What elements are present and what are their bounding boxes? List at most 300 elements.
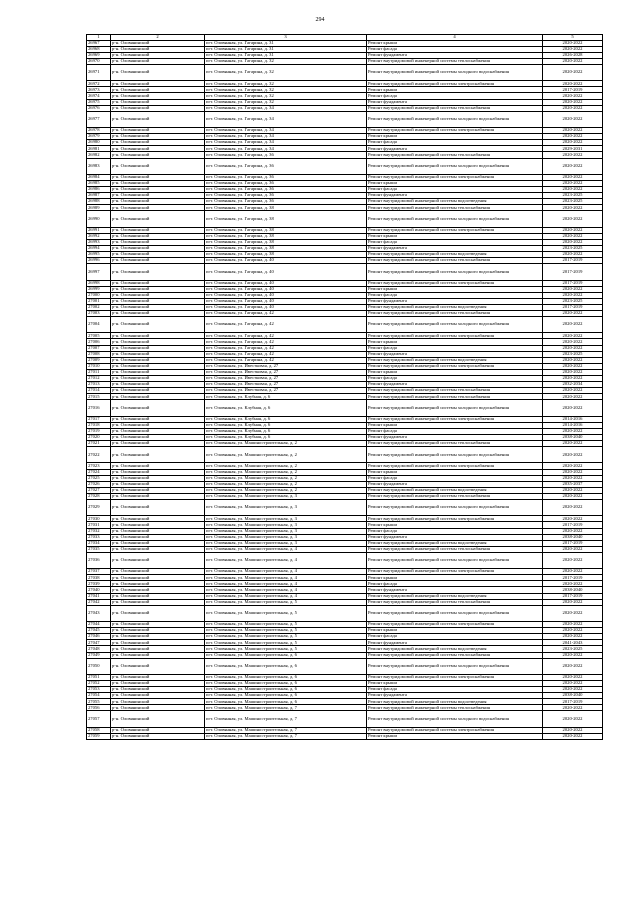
district-cell: р-н. Оловянинский	[111, 99, 205, 105]
period-cell: 2020-2022	[543, 493, 603, 499]
period-cell: 2020-2022	[543, 134, 603, 140]
address-cell: пгт. Оловянная, ул. Гагарина, д. 31	[205, 46, 367, 52]
work-type-cell: Ремонт внутридомовой инженерной системы электроснабжения	[367, 174, 543, 180]
row-number-cell: 27025	[87, 475, 111, 481]
district-cell: р-н. Оловянинский	[111, 422, 205, 428]
period-cell: 2017-2019	[543, 304, 603, 310]
work-type-cell: Ремонт внутридомовой инженерной системы электроснабжения	[367, 363, 543, 369]
row-number-cell: 27058	[87, 727, 111, 733]
address-cell: пгт. Оловянная, ул. Машиностроительная, д. 4	[205, 552, 367, 568]
row-number-cell: 27009	[87, 357, 111, 363]
work-type-cell: Ремонт фасада	[367, 475, 543, 481]
work-type-cell: Ремонт внутридомовой инженерной системы теплоснабжения	[367, 152, 543, 158]
district-cell: р-н. Оловянинский	[111, 428, 205, 434]
work-type-cell: Ремонт фундамента	[367, 434, 543, 440]
district-cell: р-н. Оловянинский	[111, 581, 205, 587]
district-cell: р-н. Оловянинский	[111, 40, 205, 46]
address-cell: пгт. Оловянная, ул. Машиностроительная, д. 6	[205, 681, 367, 687]
row-number-cell: 27006	[87, 339, 111, 345]
row-number-cell: 27012	[87, 376, 111, 382]
work-type-cell: Ремонт крыши	[367, 134, 543, 140]
work-type-cell: Ремонт внутридомовой инженерной системы электроснабжения	[367, 569, 543, 575]
work-type-cell: Ремонт внутридомовой инженерной системы электроснабжения	[367, 727, 543, 733]
period-cell: 2020-2022	[543, 605, 603, 621]
work-type-cell: Ремонт внутридомовой инженерной системы водоотведения	[367, 252, 543, 258]
work-type-cell: Ремонт фундамента	[367, 382, 543, 388]
period-cell: 2020-2022	[543, 140, 603, 146]
row-number-cell: 27036	[87, 552, 111, 568]
work-type-cell: Ремонт фасада	[367, 46, 543, 52]
row-number-cell: 26996	[87, 258, 111, 264]
work-type-cell: Ремонт внутридомовой инженерной системы теплоснабжения	[367, 493, 543, 499]
row-number-cell: 26976	[87, 105, 111, 111]
period-cell: 2026-2028	[543, 52, 603, 58]
work-type-cell: Ремонт внутридомовой инженерной системы водоотведения	[367, 540, 543, 546]
district-cell: р-н. Оловянинский	[111, 280, 205, 286]
district-cell: р-н. Оловянинский	[111, 640, 205, 646]
period-cell: 2020-2022	[543, 487, 603, 493]
work-type-cell: Ремонт фундамента	[367, 534, 543, 540]
address-cell: пгт. Оловянная, ул. Машиностроительная, д. 2	[205, 487, 367, 493]
address-cell: пгт. Оловянная, ул. Гагарина, д. 34	[205, 146, 367, 152]
table-row	[87, 64, 603, 80]
work-type-cell: Ремонт внутридомовой инженерной системы электроснабжения	[367, 128, 543, 134]
district-cell: р-н. Оловянинский	[111, 481, 205, 487]
district-cell: р-н. Оловянинский	[111, 211, 205, 227]
row-number-cell: 26980	[87, 140, 111, 146]
work-type-cell: Ремонт внутридомовой инженерной системы холодного водоснабжения	[367, 658, 543, 674]
work-type-cell: Ремонт фундамента	[367, 693, 543, 699]
address-cell: пгт. Оловянная, ул. Машиностроительная, д. 2	[205, 441, 367, 447]
district-cell: р-н. Оловянинский	[111, 552, 205, 568]
period-cell: 2020-2022	[543, 628, 603, 634]
period-cell: 2020-2022	[543, 211, 603, 227]
work-type-cell: Ремонт внутридомовой инженерной системы водоотведения	[367, 699, 543, 705]
address-cell: пгт. Оловянная, ул. Машиностроительная, д. 2	[205, 463, 367, 469]
district-cell: р-н. Оловянинский	[111, 193, 205, 199]
work-type-cell: Ремонт крыши	[367, 575, 543, 581]
period-cell: 2017-2019	[543, 522, 603, 528]
row-number-cell: 26993	[87, 239, 111, 245]
period-cell: 2020-2022	[543, 40, 603, 46]
district-cell: р-н. Оловянинский	[111, 58, 205, 64]
district-cell: р-н. Оловянинский	[111, 622, 205, 628]
period-cell: 2020-2022	[543, 400, 603, 416]
district-cell: р-н. Оловянинский	[111, 205, 205, 211]
row-number-cell: 27016	[87, 400, 111, 416]
address-cell: пгт. Оловянная, ул. Гагарина, д. 36	[205, 180, 367, 186]
work-type-cell: Ремонт внутридомовой инженерной системы электроснабжения	[367, 622, 543, 628]
row-number-cell: 26999	[87, 286, 111, 292]
table-row	[87, 733, 603, 739]
work-type-cell: Ремонт фасада	[367, 186, 543, 192]
address-cell: пгт. Оловянная, ул. Машиностроительная, д. 3	[205, 540, 367, 546]
period-cell: 2023-2025	[543, 245, 603, 251]
district-cell: р-н. Оловянинский	[111, 463, 205, 469]
period-cell: 2020-2022	[543, 180, 603, 186]
address-cell: пгт. Оловянная, ул. Машиностроительная, д. 4	[205, 587, 367, 593]
address-cell: пгт. Оловянная, ул. Гагарина, д. 32	[205, 93, 367, 99]
row-number-cell: 27042	[87, 599, 111, 605]
address-cell: пгт. Оловянная, ул. Машиностроительная, д. 2	[205, 475, 367, 481]
row-number-cell: 26981	[87, 146, 111, 152]
row-number-cell: 27041	[87, 593, 111, 599]
work-type-cell: Ремонт крыши	[367, 40, 543, 46]
row-number-cell: 27044	[87, 622, 111, 628]
table-row	[87, 447, 603, 463]
row-number-cell: 27011	[87, 369, 111, 375]
address-cell: пгт. Оловянная, ул. Гагарина, д. 42	[205, 310, 367, 316]
table-row	[87, 158, 603, 174]
period-cell: 2020-2022	[543, 475, 603, 481]
work-type-cell: Ремонт внутридомовой инженерной системы холодного водоснабжения	[367, 111, 543, 127]
table-row	[87, 658, 603, 674]
period-cell: 2020-2022	[543, 93, 603, 99]
row-number-cell: 27028	[87, 493, 111, 499]
district-cell: р-н. Оловянинский	[111, 493, 205, 499]
row-number-cell: 27003	[87, 310, 111, 316]
row-number-cell: 27032	[87, 528, 111, 534]
period-cell: 2038-2040	[543, 534, 603, 540]
period-cell: 2020-2022	[543, 528, 603, 534]
district-cell: р-н. Оловянинский	[111, 681, 205, 687]
row-number-cell: 27038	[87, 575, 111, 581]
district-cell: р-н. Оловянинский	[111, 605, 205, 621]
district-cell: р-н. Оловянинский	[111, 575, 205, 581]
column-number-header: 2	[111, 35, 205, 41]
period-cell: 2023-2025	[543, 646, 603, 652]
address-cell: пгт. Оловянная, ул. Гагарина, д. 42	[205, 333, 367, 339]
district-cell: р-н. Оловянинский	[111, 105, 205, 111]
address-cell: пгт. Оловянная, ул. Машиностроительная, д. 5	[205, 646, 367, 652]
period-cell: 2014-2016	[543, 422, 603, 428]
period-cell: 2020-2022	[543, 345, 603, 351]
period-cell: 2020-2022	[543, 516, 603, 522]
address-cell: пгт. Оловянная, ул. Гагарина, д. 38	[205, 227, 367, 233]
work-type-cell: Ремонт внутридомовой инженерной системы электроснабжения	[367, 81, 543, 87]
period-cell: 2020-2022	[543, 186, 603, 192]
work-type-cell: Ремонт внутридомовой инженерной системы теплоснабжения	[367, 205, 543, 211]
period-cell: 2020-2022	[543, 727, 603, 733]
work-type-cell: Ремонт крыши	[367, 233, 543, 239]
row-number-cell: 26984	[87, 174, 111, 180]
period-cell: 2029-2031	[543, 146, 603, 152]
period-cell: 2020-2022	[543, 363, 603, 369]
district-cell: р-н. Оловянинский	[111, 245, 205, 251]
address-cell: пгт. Оловянная, ул. Гагарина, д. 40	[205, 258, 367, 264]
district-cell: р-н. Оловянинский	[111, 628, 205, 634]
work-type-cell: Ремонт внутридомовой инженерной системы теплоснабжения	[367, 388, 543, 394]
row-number-cell: 26971	[87, 64, 111, 80]
address-cell: пгт. Оловянная, ул. Гагарина, д. 34	[205, 128, 367, 134]
row-number-cell: 27020	[87, 434, 111, 440]
district-cell: р-н. Оловянинский	[111, 186, 205, 192]
period-cell: 2017-2019	[543, 264, 603, 280]
column-number-header: 3	[205, 35, 367, 41]
work-type-cell: Ремонт внутридомовой инженерной системы электроснабжения	[367, 227, 543, 233]
row-number-cell: 27049	[87, 652, 111, 658]
period-cell: 2020-2022	[543, 152, 603, 158]
period-cell: 2020-2022	[543, 500, 603, 516]
district-cell: р-н. Оловянинский	[111, 528, 205, 534]
address-cell: пгт. Оловянная, ул. Гагарина, д. 42	[205, 317, 367, 333]
district-cell: р-н. Оловянинский	[111, 693, 205, 699]
period-cell: 2020-2022	[543, 58, 603, 64]
work-type-cell: Ремонт внутридомовой инженерной системы водоотведения	[367, 646, 543, 652]
row-number-cell: 27019	[87, 428, 111, 434]
work-type-cell: Ремонт внутридомовой инженерной системы водоотведения	[367, 593, 543, 599]
work-type-cell: Ремонт фасада	[367, 292, 543, 298]
work-type-cell: Ремонт внутридомовой инженерной системы теплоснабжения	[367, 310, 543, 316]
row-number-cell: 26970	[87, 58, 111, 64]
address-cell: пгт. Оловянная, ул. Клубная, д. 6	[205, 416, 367, 422]
work-type-cell: Ремонт фундамента	[367, 146, 543, 152]
period-cell: 2020-2022	[543, 546, 603, 552]
work-type-cell: Ремонт фасада	[367, 140, 543, 146]
district-cell: р-н. Оловянинский	[111, 516, 205, 522]
period-cell: 2020-2022	[543, 111, 603, 127]
row-number-cell: 26967	[87, 40, 111, 46]
row-number-cell: 27001	[87, 298, 111, 304]
period-cell: 2020-2022	[543, 286, 603, 292]
district-cell: р-н. Оловянинский	[111, 400, 205, 416]
district-cell: р-н. Оловянинский	[111, 699, 205, 705]
period-cell: 2017-2019	[543, 258, 603, 264]
row-number-cell: 26997	[87, 264, 111, 280]
work-type-cell: Ремонт внутридомовой инженерной системы теплоснабжения	[367, 258, 543, 264]
row-number-cell: 27039	[87, 581, 111, 587]
row-number-cell: 27029	[87, 500, 111, 516]
work-type-cell: Ремонт внутридомовой инженерной системы водоотведения	[367, 304, 543, 310]
address-cell: пгт. Оловянная, ул. Машиностроительная, д. 7	[205, 733, 367, 739]
district-cell: р-н. Оловянинский	[111, 345, 205, 351]
district-cell: р-н. Оловянинский	[111, 152, 205, 158]
address-cell: пгт. Оловянная, ул. Гагарина, д. 38	[205, 245, 367, 251]
district-cell: р-н. Оловянинский	[111, 522, 205, 528]
address-cell: пгт. Оловянная, ул. Гагарина, д. 38	[205, 211, 367, 227]
work-type-cell: Ремонт внутридомовой инженерной системы водоотведения	[367, 199, 543, 205]
district-cell: р-н. Оловянинский	[111, 140, 205, 146]
district-cell: р-н. Оловянинский	[111, 357, 205, 363]
work-type-cell: Ремонт крыши	[367, 733, 543, 739]
address-cell: пгт. Оловянная, ул. Машиностроительная, д. 5	[205, 634, 367, 640]
address-cell: пгт. Оловянная, ул. Машиностроительная, д. 7	[205, 705, 367, 711]
work-type-cell: Ремонт внутридомовой инженерной системы холодного водоснабжения	[367, 711, 543, 727]
period-cell: 2020-2022	[543, 369, 603, 375]
address-cell: пгт. Оловянная, ул. Гагарина, д. 40	[205, 280, 367, 286]
work-type-cell: Ремонт внутридомовой инженерной системы электроснабжения	[367, 333, 543, 339]
district-cell: р-н. Оловянинский	[111, 652, 205, 658]
address-cell: пгт. Оловянная, ул. Гагарина, д. 38	[205, 233, 367, 239]
address-cell: пгт. Оловянная, ул. Гагарина, д. 40	[205, 292, 367, 298]
row-number-cell: 27017	[87, 416, 111, 422]
address-cell: пгт. Оловянная, ул. Клубная, д. 6	[205, 400, 367, 416]
address-cell: пгт. Оловянная, ул. Машиностроительная, д. 2	[205, 447, 367, 463]
work-type-cell: Ремонт фасада	[367, 345, 543, 351]
address-cell: пгт. Оловянная, ул. Клубная, д. 6	[205, 394, 367, 400]
work-type-cell: Ремонт фундамента	[367, 193, 543, 199]
district-cell: р-н. Оловянинский	[111, 339, 205, 345]
work-type-cell: Ремонт фундамента	[367, 52, 543, 58]
district-cell: р-н. Оловянинский	[111, 52, 205, 58]
row-number-cell: 27051	[87, 674, 111, 680]
district-cell: р-н. Оловянинский	[111, 252, 205, 258]
period-cell: 2020-2022	[543, 357, 603, 363]
row-number-cell: 27037	[87, 569, 111, 575]
address-cell: пгт. Оловянная, ул. Гагарина, д. 32	[205, 64, 367, 80]
row-number-cell: 27053	[87, 687, 111, 693]
district-cell: р-н. Оловянинский	[111, 111, 205, 127]
district-cell: р-н. Оловянинский	[111, 540, 205, 546]
column-number-header: 4	[367, 35, 543, 41]
period-cell: 2020-2022	[543, 99, 603, 105]
work-type-cell: Ремонт фундамента	[367, 245, 543, 251]
address-cell: пгт. Оловянная, ул. Машиностроительная, д. 6	[205, 687, 367, 693]
row-number-cell: 27056	[87, 705, 111, 711]
period-cell: 2020-2022	[543, 158, 603, 174]
district-cell: р-н. Оловянинский	[111, 500, 205, 516]
table-row	[87, 264, 603, 280]
address-cell: пгт. Оловянная, ул. Машиностроительная, д. 4	[205, 569, 367, 575]
work-type-cell: Ремонт крыши	[367, 87, 543, 93]
district-cell: р-н. Оловянинский	[111, 317, 205, 333]
district-cell: р-н. Оловянинский	[111, 87, 205, 93]
period-cell: 2020-2022	[543, 174, 603, 180]
period-cell: 2020-2022	[543, 128, 603, 134]
work-type-cell: Ремонт фасада	[367, 428, 543, 434]
row-number-cell: 27034	[87, 540, 111, 546]
address-cell: пгт. Оловянная, ул. Гагарина, д. 42	[205, 357, 367, 363]
district-cell: р-н. Оловянинский	[111, 634, 205, 640]
district-cell: р-н. Оловянинский	[111, 128, 205, 134]
period-cell: 2020-2022	[543, 239, 603, 245]
work-type-cell: Ремонт фасада	[367, 634, 543, 640]
period-cell: 2020-2022	[543, 469, 603, 475]
row-number-cell: 26987	[87, 193, 111, 199]
address-cell: пгт. Оловянная, ул. Гагарина, д. 40	[205, 286, 367, 292]
address-cell: пгт. Оловянная, ул. Машиностроительная, д. 2	[205, 469, 367, 475]
period-cell: 2020-2022	[543, 333, 603, 339]
address-cell: пгт. Оловянная, ул. Машиностроительная, д. 2	[205, 481, 367, 487]
row-number-cell: 27005	[87, 333, 111, 339]
address-cell: пгт. Оловянная, ул. Гагарина, д. 36	[205, 193, 367, 199]
address-cell: пгт. Оловянная, ул. Ивестковая, д. 27	[205, 376, 367, 382]
row-number-cell: 26975	[87, 99, 111, 105]
address-cell: пгт. Оловянная, ул. Клубная, д. 6	[205, 422, 367, 428]
period-cell: 2020-2022	[543, 447, 603, 463]
page-number: 294	[315, 17, 325, 23]
row-number-cell: 26995	[87, 252, 111, 258]
row-number-cell: 27031	[87, 522, 111, 528]
row-number-cell: 26973	[87, 87, 111, 93]
address-cell: пгт. Оловянная, ул. Машиностроительная, д. 6	[205, 693, 367, 699]
work-type-cell: Ремонт крыши	[367, 180, 543, 186]
row-number-cell: 26994	[87, 245, 111, 251]
row-number-cell: 27050	[87, 658, 111, 674]
period-cell: 2020-2022	[543, 64, 603, 80]
address-cell: пгт. Оловянная, ул. Клубная, д. 6	[205, 428, 367, 434]
row-number-cell: 27008	[87, 351, 111, 357]
row-number-cell: 27015	[87, 394, 111, 400]
period-cell: 2038-2040	[543, 587, 603, 593]
table-row	[87, 211, 603, 227]
period-cell: 2017-2019	[543, 87, 603, 93]
period-cell: 2035-2037	[543, 481, 603, 487]
district-cell: р-н. Оловянинский	[111, 469, 205, 475]
address-cell: пгт. Оловянная, ул. Гагарина, д. 38	[205, 252, 367, 258]
work-type-cell: Ремонт внутридомовой инженерной системы теплоснабжения	[367, 599, 543, 605]
row-number-cell: 26979	[87, 134, 111, 140]
address-cell: пгт. Оловянная, ул. Машиностроительная, д. 3	[205, 516, 367, 522]
row-number-cell: 26977	[87, 111, 111, 127]
address-cell: пгт. Оловянная, ул. Машиностроительная, д. 6	[205, 658, 367, 674]
period-cell: 2020-2022	[543, 622, 603, 628]
period-cell: 2020-2022	[543, 105, 603, 111]
row-number-cell: 27022	[87, 447, 111, 463]
address-cell: пгт. Оловянная, ул. Клубная, д. 6	[205, 434, 367, 440]
work-type-cell: Ремонт внутридомовой инженерной системы теплоснабжения	[367, 705, 543, 711]
district-cell: р-н. Оловянинский	[111, 587, 205, 593]
district-cell: р-н. Оловянинский	[111, 711, 205, 727]
period-cell: 2041-2043	[543, 640, 603, 646]
address-cell: пгт. Оловянная, ул. Машиностроительная, д. 5	[205, 640, 367, 646]
work-type-cell: Ремонт фундамента	[367, 351, 543, 357]
address-cell: пгт. Оловянная, ул. Машиностроительная, д. 3	[205, 522, 367, 528]
district-cell: р-н. Оловянинский	[111, 475, 205, 481]
district-cell: р-н. Оловянинский	[111, 292, 205, 298]
period-cell: 2020-2022	[543, 376, 603, 382]
district-cell: р-н. Оловянинский	[111, 546, 205, 552]
address-cell: пгт. Оловянная, ул. Гагарина, д. 40	[205, 298, 367, 304]
table-row	[87, 552, 603, 568]
address-cell: пгт. Оловянная, ул. Ивестковая, д. 27	[205, 363, 367, 369]
period-cell: 2020-2022	[543, 681, 603, 687]
period-cell: 2020-2022	[543, 310, 603, 316]
period-cell: 2023-2025	[543, 298, 603, 304]
work-type-cell: Ремонт внутридомовой инженерной системы теплоснабжения	[367, 652, 543, 658]
work-type-cell: Ремонт крыши	[367, 522, 543, 528]
address-cell: пгт. Оловянная, ул. Машиностроительная, д. 4	[205, 546, 367, 552]
work-type-cell: Ремонт внутридомовой инженерной системы теплоснабжения	[367, 105, 543, 111]
work-type-cell: Ремонт крыши	[367, 681, 543, 687]
row-number-cell: 27040	[87, 587, 111, 593]
district-cell: р-н. Оловянинский	[111, 727, 205, 733]
work-type-cell: Ремонт внутридомовой инженерной системы электроснабжения	[367, 516, 543, 522]
row-number-cell: 27047	[87, 640, 111, 646]
work-type-cell: Ремонт фасада	[367, 528, 543, 534]
address-cell: пгт. Оловянная, ул. Гагарина, д. 32	[205, 87, 367, 93]
work-type-cell: Ремонт фундамента	[367, 99, 543, 105]
work-type-cell: Ремонт внутридомовой инженерной системы холодного водоснабжения	[367, 64, 543, 80]
period-cell: 2017-2019	[543, 593, 603, 599]
work-type-cell: Ремонт фасада	[367, 376, 543, 382]
period-cell: 2020-2022	[543, 711, 603, 727]
period-cell: 2023-2025	[543, 193, 603, 199]
work-type-cell: Ремонт внутридомовой инженерной системы холодного водоснабжения	[367, 317, 543, 333]
work-type-cell: Ремонт крыши	[367, 339, 543, 345]
repair-schedule-table	[86, 34, 603, 740]
address-cell: пгт. Оловянная, ул. Машиностроительная, д. 4	[205, 593, 367, 599]
work-type-cell: Ремонт фасада	[367, 581, 543, 587]
period-cell: 2020-2022	[543, 463, 603, 469]
address-cell: пгт. Оловянная, ул. Гагарина, д. 36	[205, 174, 367, 180]
period-cell: 2020-2022	[543, 292, 603, 298]
period-cell: 2020-2022	[543, 674, 603, 680]
district-cell: р-н. Оловянинский	[111, 674, 205, 680]
row-number-cell: 27002	[87, 304, 111, 310]
period-cell: 2020-2022	[543, 81, 603, 87]
row-number-cell: 26968	[87, 46, 111, 52]
